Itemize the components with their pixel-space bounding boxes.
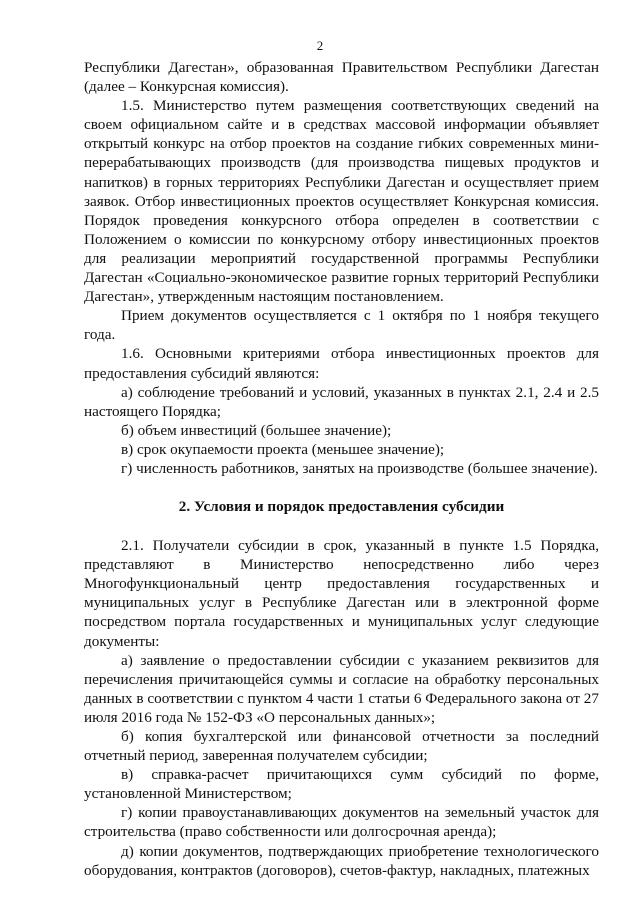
paragraph: 1.5. Министерство путем размещения соответствующих сведений на своем официальном сайте и в средствах массовой информации объявляет открытый конкурс на отбор проектов на создание гибких современных мини-перерабатывающих производств (для производства пищевых продуктов и напитков) в горных территориях Республики Дагестан и осуществляет прием заявок. Отбор инвестиционных проектов осуществляет Конкурсная комиссия. Порядок проведения конкурсного отбора определен в соответствии с Положением о комиссии по конкурсному отбору инвестиционных проектов для реализации мероприятий государственной программы Республики Дагестан «Социально-экономическое развитие горных территорий Республики Дагестан», утвержденным настоящим постановлением. xyxy=(84,97,599,306)
paragraph: 1.6. Основными критериями отбора инвестиционных проектов для предоставления субсидий являются: xyxy=(84,345,599,382)
document-body xyxy=(84,58,599,880)
page-number: 2 xyxy=(316,38,324,53)
paragraph: г) копии правоустанавливающих документов на земельный участок для строительства (право собственности или долгосрочная аренда); xyxy=(84,804,599,841)
paragraph: д) копии документов, подтверждающих приобретение технологического оборудования, контрактов (договоров), счетов-фактур, накладных, платежных xyxy=(84,842,599,879)
paragraph: а) заявление о предоставлении субсидии с указанием реквизитов для перечисления причитающейся суммы и согласие на обработку персональных данных в соответствии с пунктом 4 части 1 статьи 6 Федерального закона от 27 июля 2016 года № 152-ФЗ «О персональных данных»; xyxy=(84,651,599,726)
paragraph: а) соблюдение требований и условий, указанных в пунктах 2.1, 2.4 и 2.5 настоящего Порядка; xyxy=(84,383,599,420)
paragraph: в) срок окупаемости проекта (меньшее значение); xyxy=(121,440,445,458)
paragraph: Республики Дагестан», образованная Правительством Республики Дагестан (далее – Конкурсная комиссия). xyxy=(84,59,599,96)
paragraph: в) справка-расчет причитающихся сумм субсидий по форме, установленной Министерством; xyxy=(84,766,599,803)
section-heading: 2. Условия и порядок предоставления субсидии xyxy=(178,498,505,516)
paragraph: б) объем инвестиций (большее значение); xyxy=(121,421,392,439)
paragraph: г) численность работников, занятых на производстве (большее значение). xyxy=(121,459,598,477)
paragraph: б) копия бухгалтерской или финансовой отчетности за последний отчетный период, заверенная получателем субсидии; xyxy=(84,728,599,765)
paragraph: Прием документов осуществляется с 1 октября по 1 ноября текущего года. xyxy=(84,307,599,344)
paragraph: 2.1. Получатели субсидии в срок, указанный в пункте 1.5 Порядка, представляют в Министерство непосредственно либо через Многофункциональный центр предоставления государственных и муниципальных услуг в Республике Дагестан или в электронной форме посредством портала государственных и муниципальных услуг следующие документы: xyxy=(84,537,599,650)
